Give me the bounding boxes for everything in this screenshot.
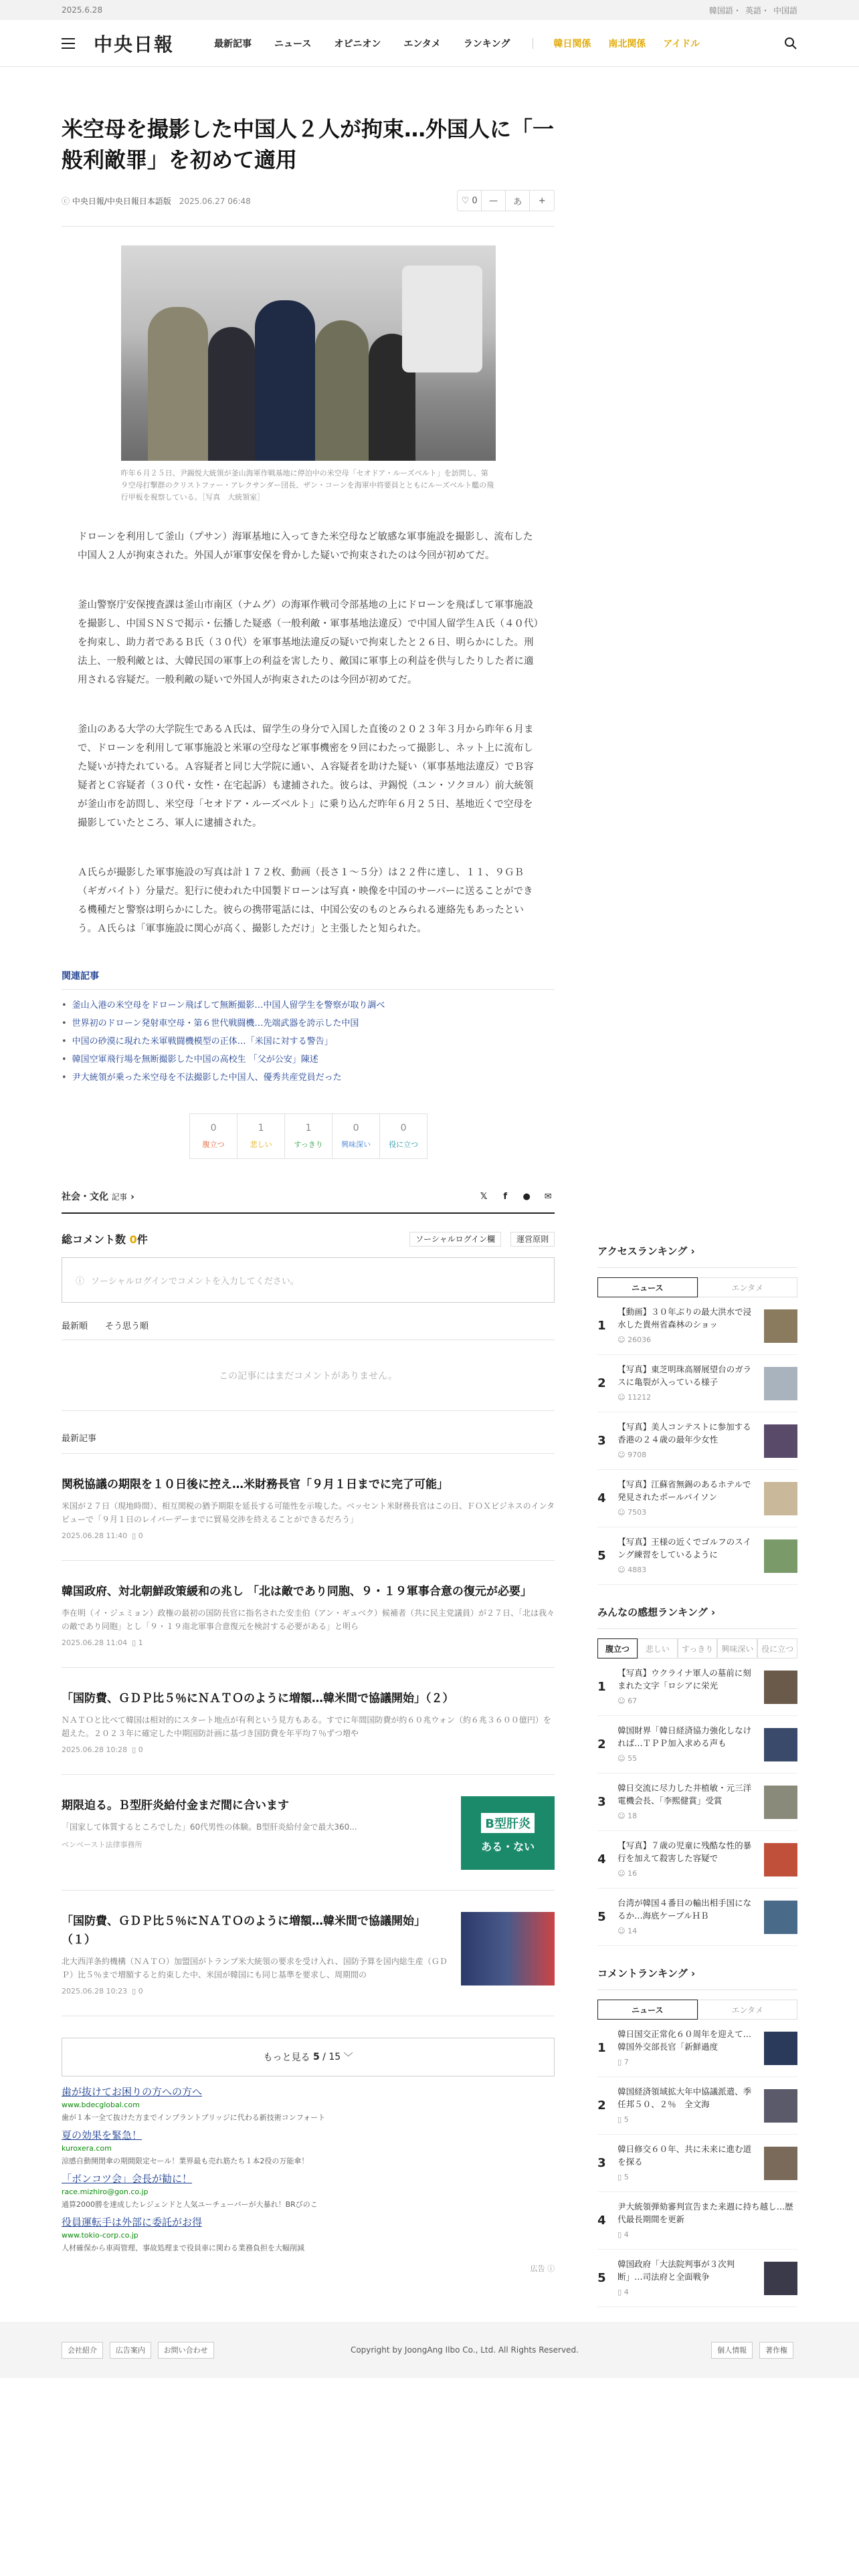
news-title[interactable]: 期限迫る。Ｂ型肝炎給付金まだ間に合います xyxy=(62,1799,289,1812)
tab-newest[interactable]: 最新順 xyxy=(62,1321,88,1331)
nav-idol[interactable]: アイドル xyxy=(663,38,700,49)
article-paragraph: Ａ氏らが撮影した軍事施設の写真は計１７２枚、動画（長さ１〜５分）は２２件に達し、１１、９ＧＢ（ギガバイト）分量だ。犯行に使われた中国製ドローンは写真・映像を中国のサーバーに送ることができる機種だと警察は明らかにした。彼らの携帯電話には、中国公安のものとみられる連絡先もあったという。Ａ氏らは「軍事施設に関心が高く、撮影しただけ」と主張したと知られた。 xyxy=(78,867,533,934)
ranking-item[interactable]: 5 【写真】王様の近くでゴルフのスイング練習をしているように ☺ 4883 xyxy=(597,1527,797,1585)
ranking-item[interactable]: 2 韓国経済領域拡大年中協議派遣、季任邦５０、２％ 全文海 ▯ 5 xyxy=(597,2077,797,2135)
tab-agree[interactable]: そう思う順 xyxy=(105,1321,149,1331)
comment-ranking xyxy=(597,1966,797,2307)
menu-icon[interactable] xyxy=(62,38,75,49)
font-decrease-icon[interactable]: — xyxy=(482,191,506,211)
news-desc: 李在明（イ・ジェミョン）政権の最初の国防長官に指名された安圭伯（アン・ギュベク）候補者（共に民主党議員）が２７日、「北は我々の敵であり同胞」とし「９・１９南北軍事合意復元を検討する必要がある」と明ら xyxy=(62,1608,555,1631)
like-button[interactable]: ♡ 0 xyxy=(458,191,482,211)
copyright: Copyright by JoongAng Ilbo Co., Ltd. All Rights Reserved. xyxy=(350,2345,579,2355)
access-ranking-title[interactable]: アクセスランキング › xyxy=(597,1244,797,1268)
news-item[interactable] xyxy=(62,1561,555,1668)
related-link[interactable]: • 釜山入港の米空母をドローン飛ばして無断撮影…中国人留学生を警察が取り調べ xyxy=(62,996,555,1014)
news-desc: 「国家して体質するところでした」60代男性の体験。B型肝炎給付金で最大360... xyxy=(62,1822,357,1832)
nav-north-south[interactable]: 南北関係 xyxy=(608,38,646,49)
news-item[interactable] xyxy=(62,1454,555,1561)
related-link[interactable]: • 世界初のドローン発射車空母・第６世代戦闘機…先端武器を誇示した中国 xyxy=(62,1014,555,1033)
info-icon: ⓘ xyxy=(76,1276,85,1287)
latest-label: 最新記事 xyxy=(62,1431,555,1454)
comment-sort-tabs xyxy=(62,1319,555,1340)
article-body xyxy=(62,528,555,938)
article-photo xyxy=(121,245,496,461)
ranking-item[interactable]: 4 尹大統領弾劾審判宣告また来週に持ち越し…歴代最長期間を更新 ▯ 4 xyxy=(597,2192,797,2250)
nav-korea-japan[interactable]: 韓日関係 xyxy=(553,38,591,49)
facebook-share-icon[interactable]: f xyxy=(503,1191,507,1202)
article-paragraph: ドローンを利用して釜山（プサン）海軍基地に入ってきた米空母など敏感な軍事施設を撮影し、流布した中国人２人が拘束された。外国人が軍事安保を脅かした疑いで拘束されたのは今回が初めてだ。 xyxy=(78,532,533,561)
related-link[interactable]: • 中国の砂漠に現れた米軍戦闘機模型の正体…「米国に対する警告」 xyxy=(62,1033,555,1051)
sponsored-item[interactable] xyxy=(62,1775,555,1891)
edition-korean[interactable]: 韓国語 xyxy=(708,5,733,15)
tab-interesting[interactable]: 興味深い xyxy=(717,1638,757,1658)
news-title[interactable]: 「国防費、ＧＤＰ比５％にＮＡＴＯのように増額…韓米間で協議開始」（２） xyxy=(62,1692,454,1705)
ranking-item[interactable]: 5 台湾が韓国４番目の輸出相手国になるか…海底ケーブルＨＢ ☺ 14 xyxy=(597,1889,797,1946)
ranking-item[interactable]: 1 【動画】３０年ぶりの最大洪水で浸水した貴州省森林のショッ ☺ 26036 xyxy=(597,1297,797,1355)
news-date: 2025.06.28 10:28 ▯ 0 xyxy=(62,1745,143,1754)
access-ranking xyxy=(597,1244,797,1585)
reaction-interesting[interactable]: 0 興味深い xyxy=(332,1113,380,1159)
tab-news[interactable]: ニュース xyxy=(597,2000,697,2020)
news-sponsor: ベンベースト法律事務所 xyxy=(62,1840,142,1849)
ranking-item[interactable]: 3 韓日修交６０年、共に未来に進む道を探る ▯ 5 xyxy=(597,2135,797,2192)
font-increase-icon[interactable]: + xyxy=(538,195,546,206)
news-thumbnail[interactable] xyxy=(461,1912,555,1985)
tab-entertainment[interactable]: エンタメ xyxy=(698,2000,797,2020)
related-articles xyxy=(62,969,555,1087)
news-title[interactable]: 「国防費、ＧＤＰ比５％にＮＡＴＯのように増額…韓米間で協議開始」（１） xyxy=(62,1915,425,1947)
top-utility-bar xyxy=(0,0,859,20)
font-size-label[interactable]: あ xyxy=(506,191,530,211)
text-ads xyxy=(62,2086,555,2275)
ranking-item[interactable]: 4 【写真】７歳の児童に残酷な性的暴行を加えて殺害した容疑で ☺ 16 xyxy=(597,1831,797,1889)
more-button[interactable]: もっと見る 5 / 15 ﹀ xyxy=(62,2038,555,2076)
email-share-icon[interactable]: ✉ xyxy=(544,1191,552,1202)
reaction-buttons xyxy=(62,1113,555,1159)
social-login-button[interactable]: ソーシャルログイン欄 xyxy=(409,1232,501,1247)
edition-chinese[interactable]: 中国語 xyxy=(773,5,797,15)
nav-entertainment[interactable]: エンタメ xyxy=(403,38,441,49)
text-ad[interactable]: 歯が抜けてお困りの方への方へ www.bdecglobal.com 歯が１本一全て抜けた方までインプラントブリッジに代わる新技術コンフォート xyxy=(62,2086,326,2122)
news-item[interactable] xyxy=(62,1668,555,1775)
tab-useful[interactable]: 役に立つ xyxy=(757,1638,797,1658)
nav-latest[interactable]: 最新記事 xyxy=(214,38,252,49)
reaction-refreshing[interactable]: 1 すっきり xyxy=(284,1113,332,1159)
nav-ranking[interactable]: ランキング xyxy=(463,38,510,49)
ranking-item[interactable]: 4 【写真】江蘇省無錫のあるホテルで発見されたボールパイソン ☺ 7503 xyxy=(597,1470,797,1527)
edition-english[interactable]: 英語 xyxy=(745,5,761,15)
article-paragraph: 釜山のある大学の大学院生であるＡ氏は、留学生の身分で入国した直後の２０２３年３月から昨年６月まで、ドローンを利用して軍事施設と米軍の空母など軍事機密を９回にわたって撮影し、ネット上に流布した疑いが持たれている。Ａ容疑者と同じ大学院に通い、Ａ容疑者を助けた疑い（軍事基地法違反）でＢ容疑者とＣ容疑者（３０代・女性・在宅起訴）も逮捕された。彼らは、尹錫悦（ユン・ソクヨル）前大統領が釜山市を訪問し、米空母「セオドア・ルーズベルト」に乗り込んだ昨年６月２５日、基地近くで空母を撮影していたところ、軍人に逮捕された。 xyxy=(78,724,534,829)
tab-news[interactable]: ニュース xyxy=(597,1277,697,1297)
footer-link[interactable]: 個人情報 xyxy=(711,2342,753,2359)
text-ad[interactable]: 役員運転手は外部に委託がお得 www.tokio-corp.co.jp 人材確保から車両管理、事故処理まで役員車に関わる業務負担を大幅削減 xyxy=(62,2216,304,2252)
comment-ranking-title[interactable]: コメントランキング › xyxy=(597,1966,797,1990)
comment-input[interactable]: ⓘ ソーシャルログインでコメントを入力してください。 xyxy=(62,1257,555,1303)
news-date: 2025.06.28 11:04 ▯ 1 xyxy=(62,1638,143,1647)
share-buttons xyxy=(469,1190,555,1203)
main-nav xyxy=(214,37,717,50)
article-column xyxy=(62,67,555,2307)
news-desc: ＮＡＴＯと比べて韓国は相対的にスタート地点が有利という見方もある。すでに年間国防費が約６０兆ウォン（約６兆３６００億円）を超えた。２０２３年に確定した中期国防計画に基づき国防費を年平均７％ずつ増や xyxy=(62,1715,551,1738)
footer-link[interactable]: 会社紹介 xyxy=(62,2342,103,2359)
ad-label: 広告 ⓘ xyxy=(530,2264,555,2273)
site-logo[interactable]: 中央日報 xyxy=(94,33,175,56)
text-ad[interactable]: 「ボンコツ会」会長が勧に！ race.mizhiro@gon.co.jp 通算2000勝を達成したレジェンドと人気ユーチューバーが大暴れ！BRびのこ xyxy=(62,2173,318,2209)
tab-entertainment[interactable]: エンタメ xyxy=(698,1277,797,1297)
section-bar xyxy=(62,1190,555,1214)
ranking-item[interactable]: 1 韓日国交正常化６０周年を迎えて…韓国外交部長官「新鮮過度 ▯ 7 xyxy=(597,2020,797,2077)
tab-sad[interactable]: 悲しい xyxy=(638,1638,678,1658)
ranking-item[interactable]: 3 【写真】美人コンテストに参加する香港の２４歳の最年少女性 ☺ 9708 xyxy=(597,1412,797,1470)
ranking-item[interactable]: 2 韓国財界「韓日経済協力強化しなければ…ＴＰＰ加入求める声も ☺ 55 xyxy=(597,1716,797,1774)
news-desc: 北大西洋条約機構（ＮＡＴＯ）加盟国がトランプ米大統領の要求を受け入れ、国防予算を国内総生産（ＧＤＰ）比５％まで増額すると約束した中、米国が韓国にも同じ基準を要求し、周期間の xyxy=(62,1957,448,1979)
nav-news[interactable]: ニュース xyxy=(274,38,312,49)
footer-link[interactable]: お問い合わせ xyxy=(158,2342,214,2359)
related-link[interactable]: • 韓国空軍飛行場を無断撮影した中国の高校生 「父が公安」陳述 xyxy=(62,1051,555,1069)
related-link[interactable]: • 尹大統領が乗った米空母を不法撮影した中国人、優秀共産党員だった xyxy=(62,1069,555,1087)
copyright-icon: ⓒ xyxy=(62,196,72,206)
x-share-icon[interactable]: 𝕏 xyxy=(480,1191,488,1202)
comments-header xyxy=(62,1231,555,1247)
footer-link[interactable]: 著作権 xyxy=(759,2342,793,2359)
ranking-item[interactable]: 3 韓日交流に尽力した井植敏・元三洋電機会長、「李熙健賞」受賞 ☺ 18 xyxy=(597,1774,797,1831)
feel-ranking-title[interactable]: みんなの感想ランキング › xyxy=(597,1605,797,1629)
section-link[interactable]: 社会・文化 記事 › xyxy=(62,1192,134,1202)
news-title[interactable]: 韓国政府、対北朝鮮政策緩和の兆し 「北は敵であり同胞、９・１９軍事合意の復元が必要」 xyxy=(62,1585,532,1598)
line-share-icon[interactable]: ● xyxy=(522,1191,531,1202)
current-date: 2025.6.28 xyxy=(62,5,103,15)
edition-links: 韓国語・ 英語・ 中国語 xyxy=(708,5,797,15)
article-paragraph: 釜山警察庁安保捜査課は釜山市南区（ナムグ）の海軍作戦司令部基地の上にドローンを飛ばして軍事施設を撮影し、中国ＳＮＳで掲示・伝播した疑惑（一般利敵・軍事基地法違反）で中国人留学生Ａ氏（４０代）を拘束し、助力者であるＢ氏（３０代）を軍事基地法違反の疑いで拘束したと２６日、明らかにした。刑法上、一般利敵とは、大韓民国の軍事上の利益を害したり、敵国に軍事上の利益を供与したりした者に適用される容疑だ。一般利敵の疑いで外国人が拘束されたのは今回が初めてだ。 xyxy=(78,600,539,685)
tab-refreshing[interactable]: すっきり xyxy=(678,1638,718,1658)
news-date: 2025.06.28 11:40 ▯ 0 xyxy=(62,1531,143,1540)
news-title[interactable]: 関税協議の期限を１０日後に控え…米財務長官「９月１日までに完了可能」 xyxy=(62,1478,448,1491)
no-comment-message: この記事にはまだコメントがありません。 xyxy=(62,1340,555,1411)
policy-button[interactable]: 運営原則 xyxy=(510,1232,555,1247)
site-header xyxy=(0,20,859,67)
news-item[interactable] xyxy=(62,1891,555,2016)
text-ad[interactable]: 夏の効果を緊急！ kuroxera.com 涼感自動開閉傘の期間限定セール！業界最も売れ筋たち１本2役の万能傘！ xyxy=(62,2129,309,2165)
site-footer xyxy=(0,2322,859,2378)
comment-count: 総コメント数 0件 xyxy=(62,1233,148,1246)
article-meta xyxy=(62,190,555,227)
tab-angry[interactable]: 腹立つ xyxy=(597,1638,638,1658)
article-tools xyxy=(457,190,555,211)
related-heading: 関連記事 xyxy=(62,969,555,990)
ranking-item[interactable]: 2 【写真】東芝明珠高層展望台のガラスに亀裂が入っている様子 ☺ 11212 xyxy=(597,1355,797,1412)
ad-thumbnail[interactable]: B型肝炎 ある・ない xyxy=(461,1796,555,1870)
article-date: 2025.06.27 06:48 xyxy=(179,196,251,206)
reaction-angry[interactable]: 0 腹立つ xyxy=(189,1113,237,1159)
photo-caption: 昨年６月２５日、尹錫悦大統領が釜山海軍作戦基地に停泊中の米空母「セオドア・ルーズベルト」を訪問し、第９空母打撃群のクリストファー・アレクサンダー団長、ザン・コーンを海軍中将要員とともにルーズベルト艦の飛行甲板を視察している。［写真 大統領室］ xyxy=(120,469,494,502)
article-source: 中央日報/中央日報日本語版 xyxy=(72,196,171,206)
sidebar xyxy=(597,67,797,2307)
reaction-useful[interactable]: 0 役に立つ xyxy=(379,1113,427,1159)
news-desc: 米国が２７日（現地時間）、相互関税の猶予期限を延長する可能性を示唆した。ベッセント米財務長官はこの日、ＦＯＸビジネスのインタビューで「９月１日のレイバーデーまでに貿易交渉を終えることができるだろう」 xyxy=(62,1501,555,1524)
footer-link[interactable]: 広告案内 xyxy=(110,2342,151,2359)
search-icon[interactable] xyxy=(784,37,797,50)
nav-opinion[interactable]: オピニオン xyxy=(334,38,381,49)
article-title: 米空母を撮影した中国人２人が拘束…外国人に「一般利敵罪」を初めて適用 xyxy=(62,116,555,173)
ranking-item[interactable]: 1 【写真】ウクライナ軍人の墓前に刻まれた文字「ロシアに栄光 ☺ 67 xyxy=(597,1658,797,1716)
ranking-item[interactable]: 5 韓国政府「大法院判事が３次判断」…司法府と全面戦争 ▯ 4 xyxy=(597,2250,797,2307)
feel-ranking xyxy=(597,1605,797,1946)
reaction-sad[interactable]: 1 悲しい xyxy=(237,1113,285,1159)
news-date: 2025.06.28 10:23 ▯ 0 xyxy=(62,1987,143,1996)
